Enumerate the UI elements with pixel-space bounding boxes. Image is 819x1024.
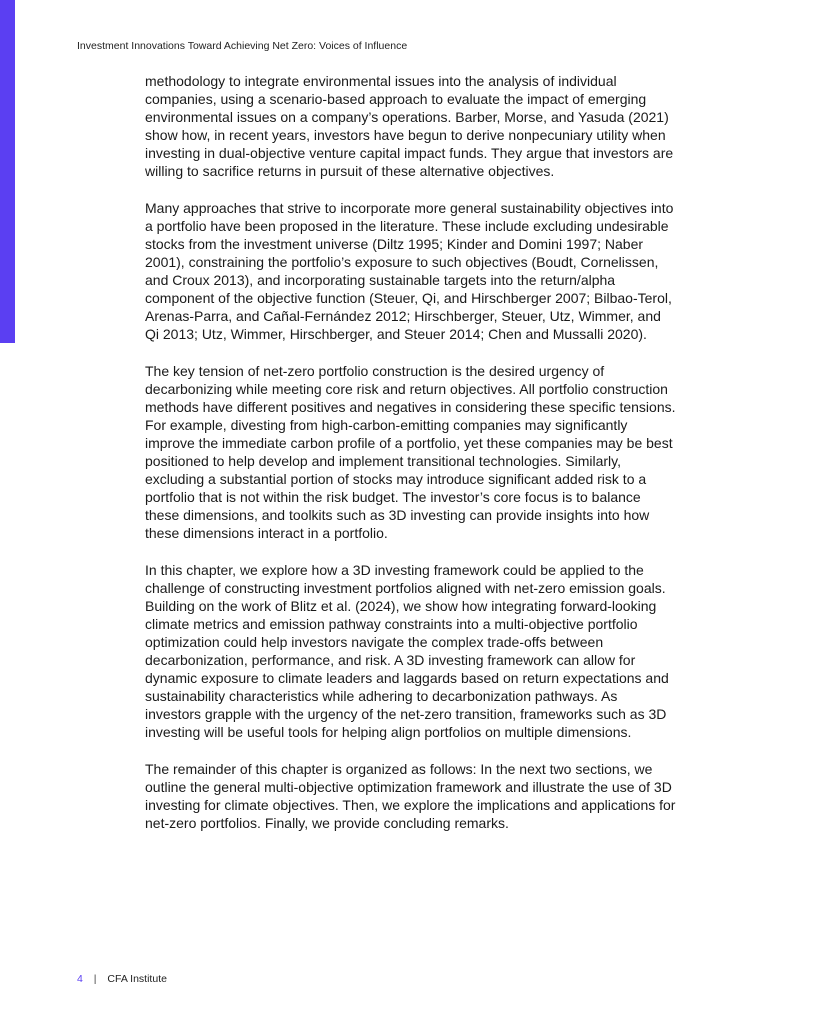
main-text bbox=[145, 72, 677, 851]
running-header bbox=[77, 40, 407, 52]
accent-bar bbox=[0, 0, 15, 343]
page-number: 4 bbox=[77, 973, 83, 985]
page-footer bbox=[77, 973, 167, 985]
footer-separator: | bbox=[93, 973, 97, 985]
publisher-name: CFA Institute bbox=[107, 973, 167, 985]
paragraph-4: In this chapter, we explore how a 3D investing framework could be applied to the challenge of constructing investment portfolios aligned with net-zero emission goals. Building on the work of Blitz et al. (2024), we show how integrating forward-looking climate metrics and emission pathway constraints into a multi-objective portfolio optimization could help investors navigate the complex trade-offs between decarbonization, performance, and risk. A 3D investing framework can allow for dynamic exposure to climate leaders and laggards based on return expectations and sustainability characteristics while adhering to decarbonization pathways. As investors grapple with the urgency of the net-zero transition, frameworks such as 3D investing will be useful tools for helping align portfolios on multiple dimensions. bbox=[145, 562, 669, 740]
paragraph-2: Many approaches that strive to incorporate more general sustainability objectives into a portfolio have been proposed in the literature. These include excluding undesirable stocks from the investment universe (Diltz 1995; Kinder and Domini 1997; Naber 2001), constraining the portfolio’s exposure to such objectives (Boudt, Cornelissen, and Croux 2013), and incorporating sustainable targets into the return/alpha component of the objective function (Steuer, Qi, and Hirschberger 2007; Bilbao-Terol, Arenas-Parra, and Cañal-Fernández 2012; Hirschberger, Steuer, Utz, Wimmer, and Qi 2013; Utz, Wimmer, Hirschberger, and Steuer 2014; Chen and Mussalli 2020). bbox=[145, 200, 674, 342]
running-title: Investment Innovations Toward Achieving Net Zero: Voices of Influence bbox=[77, 40, 408, 52]
paragraph-3: The key tension of net-zero portfolio construction is the desired urgency of decarbonizing while meeting core risk and return objectives. All portfolio construction methods have different positives and negatives in considering these specific tensions. For example, divesting from high-carbon-emitting companies may significantly improve the immediate carbon profile of a portfolio, yet these companies may be best positioned to help develop and implement transitional technologies. Similarly, excluding a substantial portion of stocks may introduce significant added risk to a portfolio that is not within the risk budget. The investor’s core focus is to balance these dimensions, and toolkits such as 3D investing can provide insights into how these dimensions interact in a portfolio. bbox=[145, 363, 676, 541]
paragraph-1: methodology to integrate environmental issues into the analysis of individual companies, using a scenario-based approach to evaluate the impact of emerging environmental issues on a company’s operations. Barber, Morse, and Yasuda (2021) show how, in recent years, investors have begun to derive nonpecuniary utility when investing in dual-objective venture capital impact funds. They argue that investors are willing to sacrifice returns in pursuit of these alternative objectives. bbox=[145, 73, 674, 179]
paragraph-5: The remainder of this chapter is organized as follows: In the next two sections, we outline the general multi-objective optimization framework and illustrate the use of 3D investing for climate objectives. Then, we explore the implications and applications for net-zero portfolios. Finally, we provide concluding remarks. bbox=[145, 761, 676, 831]
